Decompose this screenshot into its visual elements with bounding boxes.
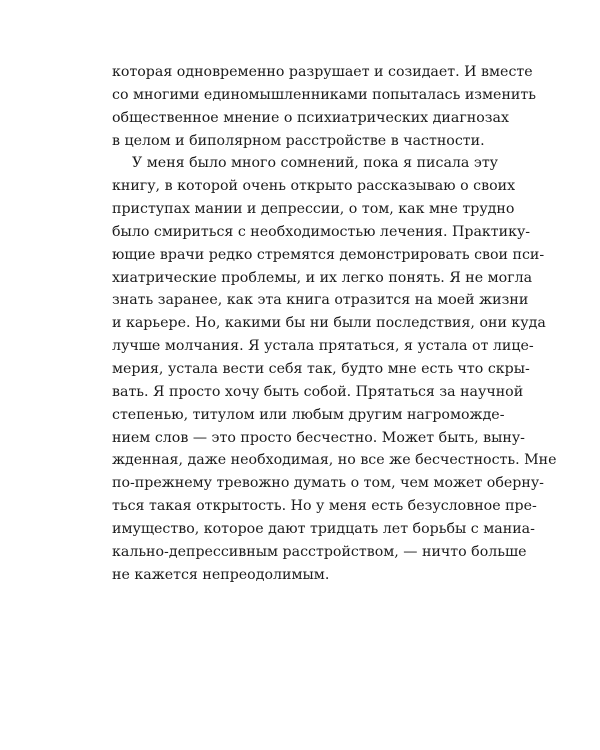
text-line: жденная, даже необходимая, но все же бесчестность. Мне [112,452,557,469]
text-line: в целом и биполярном расстройстве в частности. [112,132,485,149]
text-line: со многими единомышленниками попыталась изменить [112,86,536,103]
text-line: кально-депрессивным расстройством, — ничто больше [112,543,527,560]
text-line: имущество, которое дают тридцать лет борьбы с маниа- [112,520,535,537]
text-line: вать. Я просто хочу быть собой. Прятаться за научной [112,383,524,400]
paragraph-1 [112,61,536,152]
paragraph-2 [112,152,557,586]
text-line: лучше молчания. Я устала прятаться, я устала от лице- [112,338,534,355]
text-line: ться такая открытость. Но у меня есть безусловное пре- [112,498,537,515]
text-line: приступах мании и депрессии, о том, как мне трудно [112,201,515,218]
text-line: не кажется непреодолимым. [112,566,330,583]
text-line: было смириться с необходимостью лечения. Практику- [112,223,531,240]
text-line: знать заранее, как эта книга отразится на моей жизни [112,292,529,309]
body-text [112,61,557,586]
text-line: хиатрические проблемы, и их легко понять. Я не могла [112,269,533,286]
text-line: степенью, титулом или любым другим нагроможде- [112,406,505,423]
text-line: по-прежнему тревожно думать о том, чем может оберну- [112,475,544,492]
text-line: общественное мнение о психиатрических диагнозах [112,109,509,126]
text-line: книгу, в которой очень открыто рассказываю о своих [112,178,516,195]
text-line: и карьере. Но, какими бы ни были последствия, они куда [112,315,546,332]
text-line: У меня было много сомнений, пока я писала эту [132,155,499,172]
text-line: мерия, устала вести себя так, будто мне есть что скры- [112,360,530,377]
text-line: которая одновременно разрушает и созидает. И вместе [112,64,533,80]
text-line: нием слов — это просто бесчестно. Может быть, выну- [112,429,525,446]
text-line: ющие врачи редко стремятся демонстрировать свои пси- [112,246,545,263]
